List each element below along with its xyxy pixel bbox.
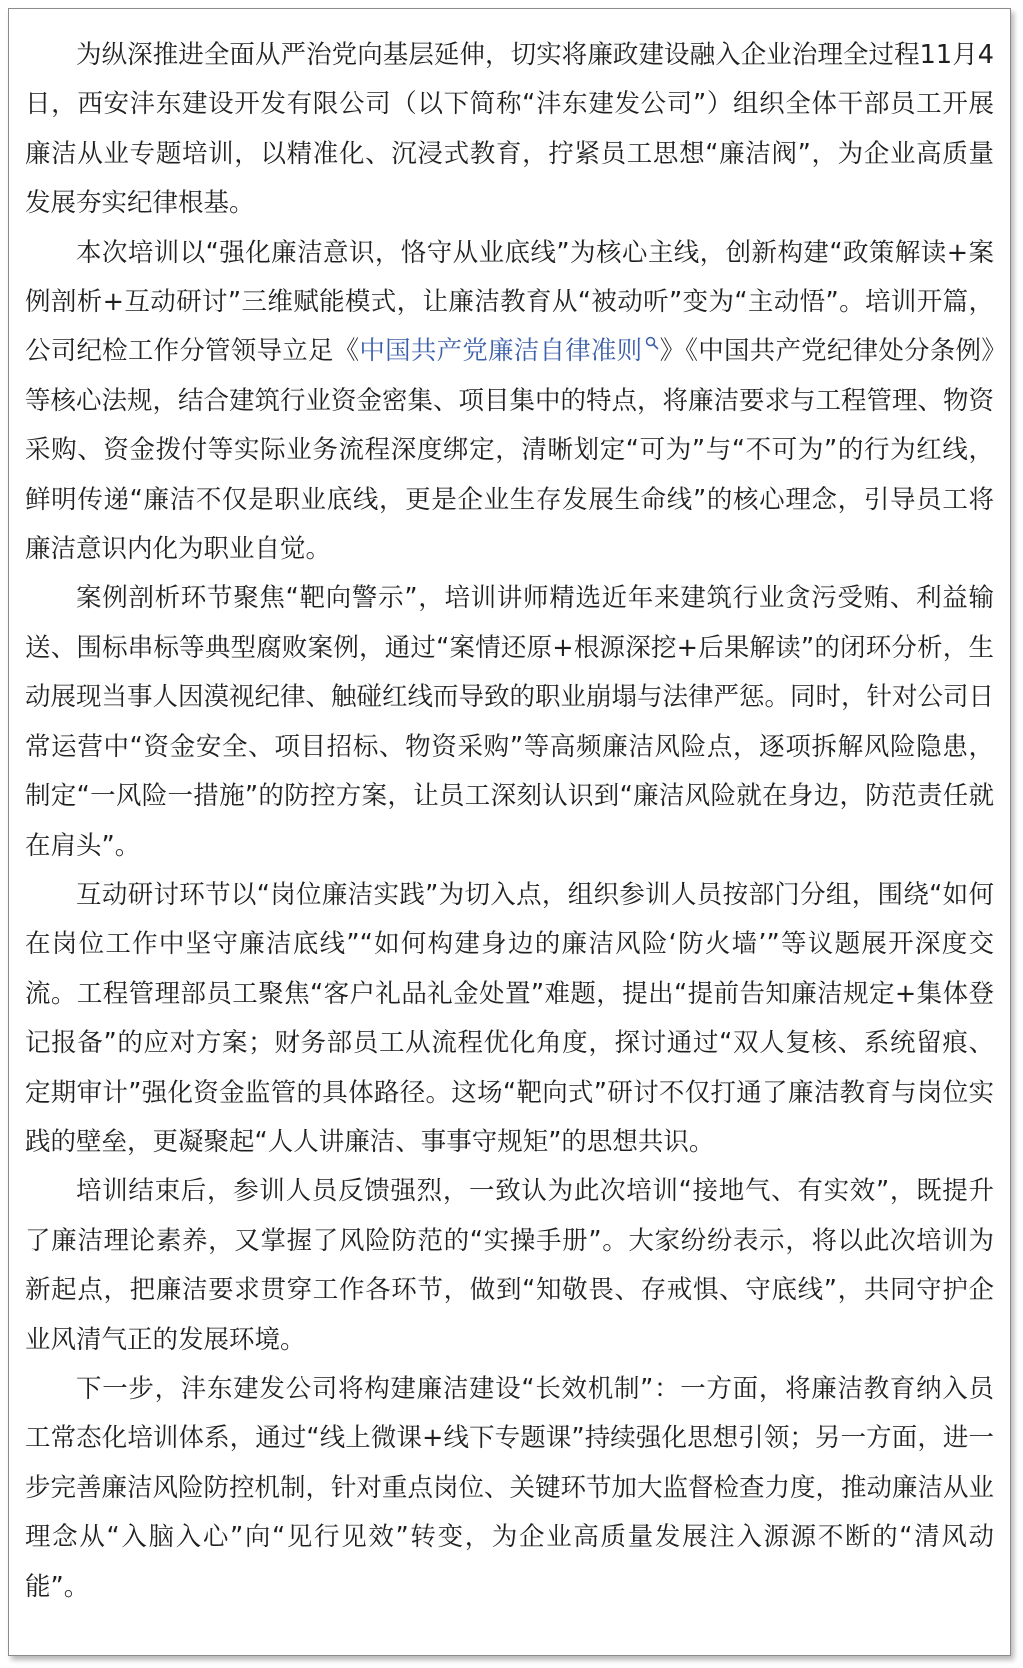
paragraph-intro: 为纵深推进全面从严治党向基层延伸，切实将廉政建设融入企业治理全过程11月4日，西安沣东建设开发有限公司（以下简称“沣东建发公司”）组织全体干部员工开展廉洁从业专题培训，以精准化、沉浸式教育，拧紧员工思想“廉洁阀”，为企业高质量发展夯实纪律根基。 [25, 40, 994, 219]
regulation-link-label[interactable]: 中国共产党廉洁自律准则 [359, 336, 643, 367]
regulation-link[interactable] [359, 336, 659, 366]
paragraph-text-after-link: 》《中国共产党纪律处分条例》等核心法规，结合建筑行业资金密集、项目集中的特点，将廉洁要求与工程管理、物资采购、资金拨付等实际业务流程深度绑定，清晰划定“可为”与“不可为”的行为红线，鲜明传递“廉洁不仅是职业底线，更是企业生存发展生命线”的核心理念，引导员工将廉洁意识内化为职业自觉。 [25, 336, 995, 565]
paragraph-next-steps: 下一步，沣东建发公司将构建廉洁建设“长效机制”：一方面，将廉洁教育纳入员工常态化培训体系，通过“线上微课+线下专题课”持续强化思想引领；另一方面，进一步完善廉洁风险防控机制，针对重点岗位、关键环节加大监督检查力度，推动廉洁从业理念从“入脑入心”向“见行见效”转变，为企业高质量发展注入源源不断的“清风动能”。 [25, 1373, 995, 1602]
article-body [25, 31, 994, 1612]
paragraph-case-analysis: 案例剖析环节聚焦“靶向警示”，培训讲师精选近年来建筑行业贪污受贿、利益输送、围标串标等典型腐败案例，通过“案情还原+根源深挖+后果解读”的闭环分析，生动展现当事人因漠视纪律、触碰红线而导致的职业崩塌与法律严惩。同时，针对公司日常运营中“资金安全、项目招标、物资采购”等高频廉洁风险点，逐项拆解风险隐患，制定“一风险一措施”的防控方案，让员工深刻认识到“廉洁风险就在身边，防范责任就在肩头”。 [25, 583, 995, 861]
paragraph-training-overview [25, 229, 994, 575]
paragraph-text-before-link: 本次培训以“强化廉洁意识，恪守从业底线”为核心主线，创新构建“政策解读+案例剖析+互动研讨”三维赋能模式，让廉洁教育从“被动听”变为“主动悟”。培训开篇，公司纪检工作分管领导立足《 [25, 237, 994, 367]
search-icon[interactable] [645, 336, 659, 350]
article-card [8, 8, 1011, 1656]
paragraph-feedback: 培训结束后，参训人员反馈强烈，一致认为此次培训“接地气、有实效”，既提升了廉洁理论素养，又掌握了风险防范的“实操手册”。大家纷纷表示，将以此次培训为新起点，把廉洁要求贯穿工作各环节，做到“知敬畏、存戒惧、守底线”，共同守护企业风清气正的发展环境。 [25, 1176, 994, 1355]
paragraph-interactive-discussion: 互动研讨环节以“岗位廉洁实践”为切入点，组织参训人员按部门分组，围绕“如何在岗位工作中坚守廉洁底线”“如何构建身边的廉洁风险‘防火墙’”等议题展开深度交流。工程管理部员工聚焦“客户礼品礼金处置”难题，提出“提前告知廉洁规定+集体登记报备”的应对方案；财务部员工从流程优化角度，探讨通过“双人复核、系统留痕、定期审计”强化资金监管的具体路径。这场“靶向式”研讨不仅打通了廉洁教育与岗位实践的壁垒，更凝聚起“人人讲廉洁、事事守规矩”的思想共识。 [25, 879, 994, 1157]
